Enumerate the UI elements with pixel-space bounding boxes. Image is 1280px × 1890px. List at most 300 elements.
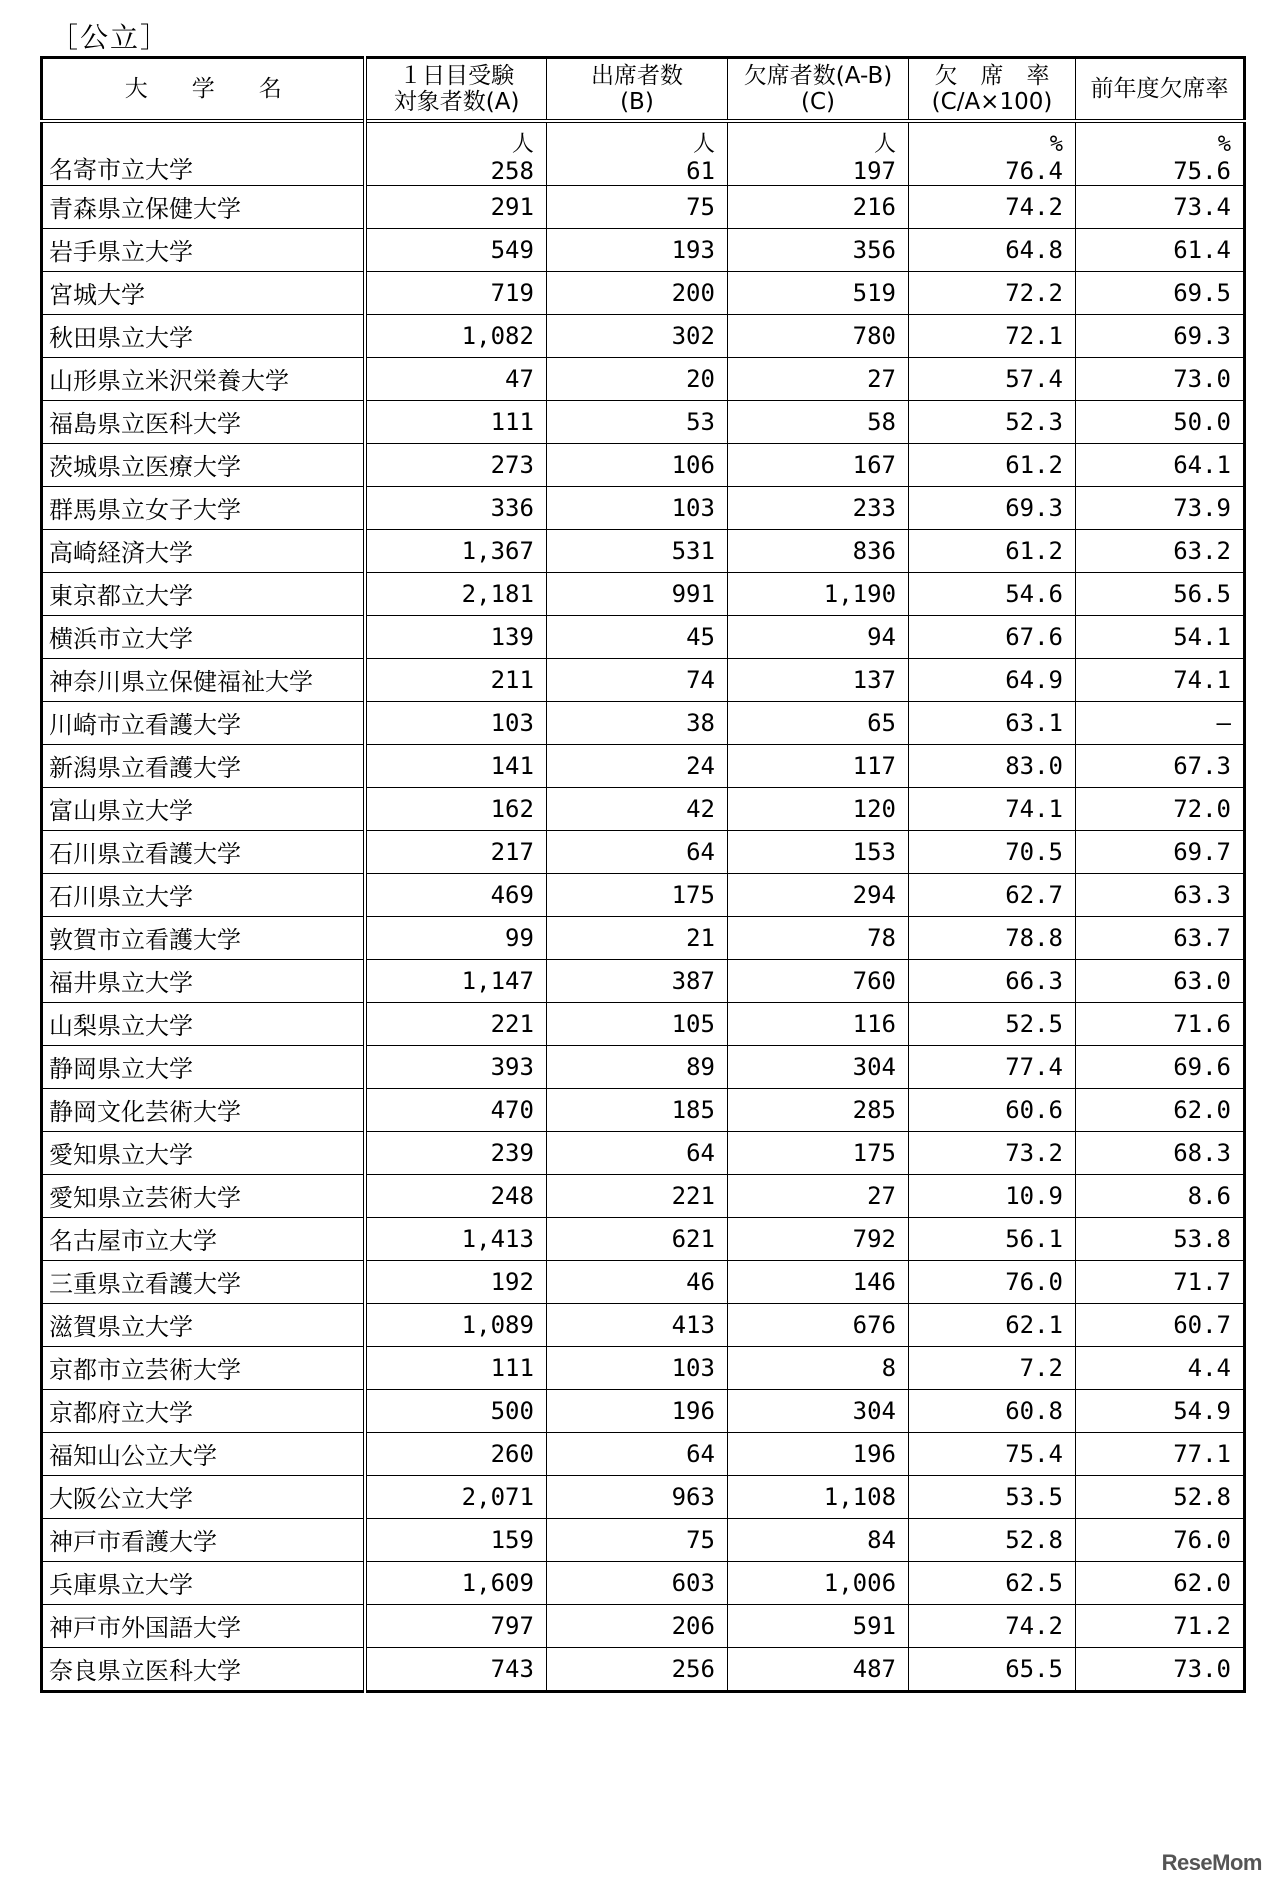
absence-rate-cell: [909, 787, 1076, 830]
table-row: [42, 1647, 1245, 1691]
cell-value: 73.9: [1173, 493, 1231, 522]
cell-value: 141: [490, 751, 534, 780]
attendees-cell: [546, 1217, 727, 1260]
unit-label: %: [1217, 131, 1231, 157]
absentees-cell: [727, 1217, 908, 1260]
cell-value: 76.4: [1005, 156, 1063, 185]
attendees-cell: [546, 1346, 727, 1389]
prev-absence-rate-cell: [1075, 1088, 1244, 1131]
table-row: [42, 787, 1245, 830]
attendees-cell: [546, 1475, 727, 1518]
university-name-cell: [42, 916, 366, 959]
cell-value: 192: [490, 1267, 534, 1296]
cell-value: 1,089: [461, 1310, 534, 1339]
cell-value: 89: [686, 1052, 715, 1081]
cell-value: 1,413: [461, 1224, 534, 1253]
absentees-cell: [727, 787, 908, 830]
examinees-cell: [365, 228, 546, 271]
attendees-cell: [546, 701, 727, 744]
cell-value: 175: [671, 880, 715, 909]
cell-value: 153: [852, 837, 897, 866]
cell-value: 65: [867, 708, 897, 737]
unit-label: 人: [511, 131, 534, 157]
cell-value: 304: [852, 1052, 897, 1081]
absence-rate-cell: [909, 1432, 1076, 1475]
examinees-cell: [365, 830, 546, 873]
university-name-cell: [42, 1518, 366, 1561]
cell-value: 福知山公立大学: [49, 1442, 217, 1470]
cell-value: 137: [852, 665, 897, 694]
attendees-cell: [546, 271, 727, 314]
prev-absence-rate-cell: [1075, 1389, 1244, 1432]
examinees-cell: [365, 916, 546, 959]
cell-value: 719: [490, 278, 534, 307]
attendees-cell: [546, 357, 727, 400]
cell-value: 73.0: [1173, 1654, 1231, 1683]
cell-value: 奈良県立医科大学: [49, 1657, 241, 1685]
attendees-cell: [546, 1432, 727, 1475]
cell-value: 53.5: [1005, 1482, 1063, 1511]
cell-value: 285: [852, 1095, 897, 1124]
absence-rate-cell: [909, 529, 1076, 572]
cell-value: 69.6: [1173, 1052, 1231, 1081]
cell-value: 470: [490, 1095, 534, 1124]
table-row: [42, 959, 1245, 1002]
prev-absence-rate-cell: [1075, 1475, 1244, 1518]
examinees-cell: [365, 873, 546, 916]
cell-value: 4.4: [1187, 1353, 1231, 1382]
absentees-cell: [727, 1604, 908, 1647]
table-row: [42, 1518, 1245, 1561]
university-name-cell: [42, 873, 366, 916]
cell-value: 185: [671, 1095, 715, 1124]
absence-rate-cell: [909, 271, 1076, 314]
prev-absence-rate-cell: [1075, 701, 1244, 744]
cell-value: 221: [671, 1181, 715, 1210]
cell-value: 27: [867, 364, 897, 393]
university-name-cell: [42, 787, 366, 830]
absentees-cell: [727, 400, 908, 443]
absence-rate-cell: [909, 357, 1076, 400]
cell-value: 47: [505, 364, 534, 393]
cell-value: 群馬県立女子大学: [49, 496, 241, 524]
university-name-cell: [42, 1303, 366, 1346]
examinees-cell: [365, 1647, 546, 1691]
examinees-cell: [365, 1260, 546, 1303]
absentees-cell: [727, 1131, 908, 1174]
cell-value: 高崎経済大学: [49, 539, 193, 567]
cell-value: 神戸市看護大学: [49, 1528, 217, 1556]
prev-absence-rate-cell: [1075, 615, 1244, 658]
cell-value: 836: [852, 536, 897, 565]
table-row: [42, 228, 1245, 271]
cell-value: 71.2: [1173, 1611, 1231, 1640]
university-name-cell: [42, 486, 366, 529]
cell-value: 宮城大学: [49, 281, 145, 309]
table-row: [42, 1561, 1245, 1604]
examinees-cell: [365, 658, 546, 701]
table-row: [42, 1088, 1245, 1131]
cell-value: 500: [490, 1396, 534, 1425]
cell-value: 549: [490, 235, 534, 264]
absentees-cell: [727, 1002, 908, 1045]
cell-value: 川崎市立看護大学: [49, 711, 241, 739]
table-row: [42, 1131, 1245, 1174]
cell-value: 196: [671, 1396, 715, 1425]
prev-absence-rate-cell: [1075, 1647, 1244, 1691]
prev-absence-rate-cell: [1075, 1561, 1244, 1604]
prev-absence-rate-cell: [1075, 1260, 1244, 1303]
university-name-cell: [42, 1389, 366, 1432]
examinees-cell: [365, 1561, 546, 1604]
cell-value: 茨城県立医療大学: [49, 453, 241, 481]
cell-value: 8: [881, 1353, 897, 1382]
table-row: [42, 1217, 1245, 1260]
header-absentees: 欠席者数(A-B) (C): [727, 58, 908, 122]
prev-absence-rate-cell: [1075, 400, 1244, 443]
prev-absence-rate-cell: [1075, 787, 1244, 830]
cell-value: 963: [671, 1482, 715, 1511]
prev-absence-rate-cell: [1075, 959, 1244, 1002]
table-row: [42, 1604, 1245, 1647]
cell-value: 2,181: [461, 579, 534, 608]
absentees-cell: [727, 185, 908, 228]
absentees-cell: [727, 486, 908, 529]
cell-value: 413: [671, 1310, 715, 1339]
cell-value: 54.9: [1173, 1396, 1231, 1425]
absence-rate-cell: [909, 572, 1076, 615]
cell-value: 61.2: [1005, 450, 1063, 479]
cell-value: 64.8: [1005, 235, 1063, 264]
prev-absence-rate-cell: [1075, 1174, 1244, 1217]
absence-rate-cell: [909, 1303, 1076, 1346]
cell-value: 99: [505, 923, 534, 952]
prev-absence-rate-cell: [1075, 916, 1244, 959]
cell-value: 760: [852, 966, 897, 995]
cell-value: 71.7: [1173, 1267, 1231, 1296]
absence-rate-cell: [909, 744, 1076, 787]
attendees-cell: [546, 1604, 727, 1647]
cell-value: 676: [852, 1310, 897, 1339]
prev-absence-rate-cell: [1075, 830, 1244, 873]
absence-rate-cell: [909, 873, 1076, 916]
university-name-cell: [42, 228, 366, 271]
cell-value: 27: [867, 1181, 897, 1210]
examinees-cell: [365, 314, 546, 357]
cell-value: 61.2: [1005, 536, 1063, 565]
cell-value: 静岡文化芸術大学: [49, 1098, 241, 1126]
table-row: [42, 121, 1245, 185]
examinees-cell: [365, 572, 546, 615]
cell-value: 兵庫県立大学: [49, 1571, 193, 1599]
table-row: [42, 572, 1245, 615]
cell-value: 7.2: [1019, 1353, 1063, 1382]
university-name-cell: [42, 1217, 366, 1260]
university-name-cell: [42, 658, 366, 701]
absence-rate-cell: [909, 1174, 1076, 1217]
attendees-cell: [546, 1647, 727, 1691]
cell-value: 356: [852, 235, 897, 264]
attendees-cell: [546, 916, 727, 959]
absence-rate-cell: [909, 486, 1076, 529]
cell-value: 69.3: [1173, 321, 1231, 350]
cell-value: 519: [852, 278, 897, 307]
table-row: [42, 1389, 1245, 1432]
university-name-cell: [42, 1088, 366, 1131]
absence-rate-cell: [909, 701, 1076, 744]
cell-value: 62.0: [1173, 1568, 1231, 1597]
cell-value: 1,108: [823, 1482, 897, 1511]
cell-value: 54.1: [1173, 622, 1231, 651]
absence-rate-cell: [909, 1260, 1076, 1303]
attendees-cell: [546, 443, 727, 486]
absentees-cell: [727, 572, 908, 615]
university-name-cell: [42, 1002, 366, 1045]
section-label: ［公立］: [50, 21, 171, 54]
cell-value: 敦賀市立看護大学: [49, 926, 241, 954]
absentees-cell: [727, 228, 908, 271]
cell-value: 206: [671, 1611, 715, 1640]
absence-rate-table: [40, 56, 1246, 1693]
attendees-cell: [546, 1174, 727, 1217]
cell-value: 469: [490, 880, 534, 909]
cell-value: 富山県立大学: [49, 797, 193, 825]
cell-value: 61: [686, 156, 715, 185]
university-name-cell: [42, 314, 366, 357]
cell-value: 42: [686, 794, 715, 823]
university-name-cell: [42, 443, 366, 486]
cell-value: 197: [852, 156, 897, 185]
cell-value: 780: [852, 321, 897, 350]
attendees-cell: [546, 1518, 727, 1561]
cell-value: 76.0: [1173, 1525, 1231, 1554]
absentees-cell: [727, 1088, 908, 1131]
cell-value: 603: [671, 1568, 715, 1597]
university-name-cell: [42, 1174, 366, 1217]
cell-value: 64.1: [1173, 450, 1231, 479]
prev-absence-rate-cell: [1075, 873, 1244, 916]
university-name-cell: [42, 1604, 366, 1647]
header-examinees: １日目受験 対象者数(A): [365, 58, 546, 122]
absentees-cell: [727, 357, 908, 400]
cell-value: 64: [686, 837, 715, 866]
attendees-cell: [546, 314, 727, 357]
cell-value: 20: [686, 364, 715, 393]
cell-value: 120: [852, 794, 897, 823]
table-row: [42, 873, 1245, 916]
prev-absence-rate-cell: [1075, 357, 1244, 400]
absence-rate-cell: [909, 1217, 1076, 1260]
cell-value: 52.3: [1005, 407, 1063, 436]
cell-value: 静岡県立大学: [49, 1055, 193, 1083]
cell-value: 62.7: [1005, 880, 1063, 909]
attendees-cell: [546, 1303, 727, 1346]
absentees-cell: [727, 443, 908, 486]
absence-rate-cell: [909, 1518, 1076, 1561]
cell-value: 94: [867, 622, 897, 651]
cell-value: 74: [686, 665, 715, 694]
absence-rate-cell: [909, 916, 1076, 959]
cell-value: 62.0: [1173, 1095, 1231, 1124]
cell-value: 74.1: [1005, 794, 1063, 823]
cell-value: 57.4: [1005, 364, 1063, 393]
table-row: [42, 443, 1245, 486]
table-header-row: [42, 58, 1245, 122]
cell-value: 393: [490, 1052, 534, 1081]
attendees-cell: [546, 1389, 727, 1432]
cell-value: 60.8: [1005, 1396, 1063, 1425]
absentees-cell: [727, 1389, 908, 1432]
table-row: [42, 357, 1245, 400]
cell-value: 64: [686, 1138, 715, 1167]
absence-rate-cell: [909, 121, 1076, 185]
absentees-cell: [727, 1346, 908, 1389]
cell-value: 111: [490, 407, 534, 436]
attendees-cell: [546, 572, 727, 615]
absence-rate-cell: [909, 228, 1076, 271]
cell-value: 63.1: [1005, 708, 1063, 737]
table-row: [42, 830, 1245, 873]
examinees-cell: [365, 744, 546, 787]
cell-value: 52.8: [1173, 1482, 1231, 1511]
absentees-cell: [727, 1045, 908, 1088]
absentees-cell: [727, 1647, 908, 1691]
absentees-cell: [727, 916, 908, 959]
cell-value: 797: [490, 1611, 534, 1640]
table-row: [42, 271, 1245, 314]
absence-rate-cell: [909, 615, 1076, 658]
cell-value: 302: [671, 321, 715, 350]
prev-absence-rate-cell: [1075, 1346, 1244, 1389]
university-name-cell: [42, 1475, 366, 1518]
cell-value: 62.1: [1005, 1310, 1063, 1339]
absence-rate-cell: [909, 1475, 1076, 1518]
cell-value: 73.4: [1173, 192, 1231, 221]
cell-value: 64: [686, 1439, 715, 1468]
attendees-cell: [546, 658, 727, 701]
table-row: [42, 400, 1245, 443]
attendees-cell: [546, 486, 727, 529]
cell-value: 名寄市立大学: [49, 155, 193, 184]
cell-value: 山形県立米沢栄養大学: [49, 367, 289, 395]
cell-value: 111: [490, 1353, 534, 1382]
cell-value: 75: [686, 192, 715, 221]
absentees-cell: [727, 701, 908, 744]
prev-absence-rate-cell: [1075, 1303, 1244, 1346]
attendees-cell: [546, 228, 727, 271]
cell-value: 291: [490, 192, 534, 221]
cell-value: 63.0: [1173, 966, 1231, 995]
cell-value: 1,367: [461, 536, 534, 565]
cell-value: 68.3: [1173, 1138, 1231, 1167]
attendees-cell: [546, 1002, 727, 1045]
unit-label: %: [1049, 131, 1063, 157]
table-row: [42, 615, 1245, 658]
university-name-cell: [42, 1045, 366, 1088]
table-row: [42, 1174, 1245, 1217]
prev-absence-rate-cell: [1075, 1217, 1244, 1260]
table-row: [42, 529, 1245, 572]
absence-rate-cell: [909, 314, 1076, 357]
attendees-cell: [546, 615, 727, 658]
cell-value: 66.3: [1005, 966, 1063, 995]
examinees-cell: [365, 1045, 546, 1088]
absence-rate-cell: [909, 1002, 1076, 1045]
prev-absence-rate-cell: [1075, 185, 1244, 228]
cell-value: 621: [671, 1224, 715, 1253]
university-name-cell: [42, 1647, 366, 1691]
absence-rate-cell: [909, 1604, 1076, 1647]
university-name-cell: [42, 701, 366, 744]
university-name-cell: [42, 959, 366, 1002]
cell-value: 67.3: [1173, 751, 1231, 780]
cell-value: 75.6: [1173, 156, 1231, 185]
university-name-cell: [42, 615, 366, 658]
table-row: [42, 1346, 1245, 1389]
cell-value: 56.5: [1173, 579, 1231, 608]
cell-value: 73.2: [1005, 1138, 1063, 1167]
cell-value: 2,071: [461, 1482, 534, 1511]
examinees-cell: [365, 701, 546, 744]
cell-value: 74.2: [1005, 1611, 1063, 1640]
cell-value: 神戸市外国語大学: [49, 1614, 241, 1642]
attendees-cell: [546, 1088, 727, 1131]
cell-value: 991: [671, 579, 715, 608]
cell-value: 72.2: [1005, 278, 1063, 307]
cell-value: 60.7: [1173, 1310, 1231, 1339]
prev-absence-rate-cell: [1075, 314, 1244, 357]
cell-value: 78.8: [1005, 923, 1063, 952]
prev-absence-rate-cell: [1075, 529, 1244, 572]
examinees-cell: [365, 1303, 546, 1346]
prev-absence-rate-cell: [1075, 1604, 1244, 1647]
prev-absence-rate-cell: [1075, 572, 1244, 615]
absence-rate-cell: [909, 959, 1076, 1002]
examinees-cell: [365, 1131, 546, 1174]
absentees-cell: [727, 271, 908, 314]
cell-value: 103: [490, 708, 534, 737]
cell-value: 69.3: [1005, 493, 1063, 522]
table-row: [42, 314, 1245, 357]
header-university-name: 大 学 名: [42, 58, 366, 122]
table-row: [42, 744, 1245, 787]
cell-value: 217: [490, 837, 534, 866]
cell-value: 175: [852, 1138, 897, 1167]
examinees-cell: [365, 959, 546, 1002]
cell-value: 743: [490, 1654, 534, 1683]
cell-value: 117: [852, 751, 897, 780]
cell-value: 260: [490, 1439, 534, 1468]
attendees-cell: [546, 744, 727, 787]
absence-rate-cell: [909, 443, 1076, 486]
cell-value: 8.6: [1187, 1181, 1231, 1210]
cell-value: 70.5: [1005, 837, 1063, 866]
attendees-cell: [546, 529, 727, 572]
table-row: [42, 658, 1245, 701]
cell-value: 77.1: [1173, 1439, 1231, 1468]
table-row: [42, 916, 1245, 959]
cell-value: 青森県立保健大学: [49, 195, 241, 223]
cell-value: 新潟県立看護大学: [49, 754, 241, 782]
cell-value: 103: [671, 1353, 715, 1382]
absence-rate-cell: [909, 1088, 1076, 1131]
university-name-cell: [42, 529, 366, 572]
table-body: [42, 121, 1245, 1691]
attendees-cell: [546, 1045, 727, 1088]
absentees-cell: [727, 959, 908, 1002]
examinees-cell: [365, 529, 546, 572]
cell-value: 159: [490, 1525, 534, 1554]
